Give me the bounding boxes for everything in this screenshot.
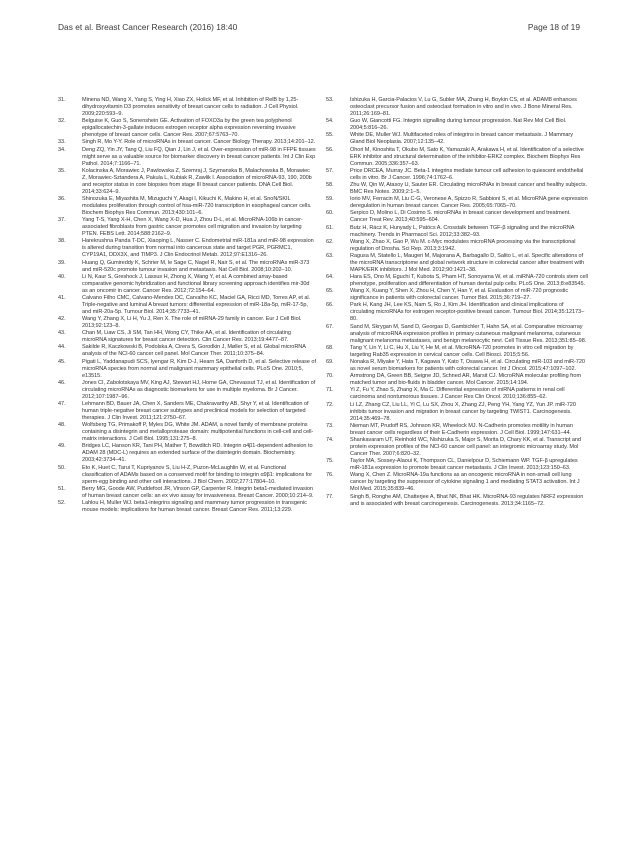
reference-item (326, 359, 588, 373)
reference-number: 70. (326, 373, 334, 380)
reference-number: 59. (326, 196, 334, 203)
reference-item (58, 380, 316, 401)
reference-item (58, 147, 316, 168)
reference-number: 43. (58, 330, 66, 337)
reference-text: Guo W, Giancotti FG. Integrin signalling during tumour progression. Nat Rev Mol Cell Biol. 2004;5:816–26. (350, 118, 567, 132)
reference-item (58, 500, 316, 514)
reference-item (58, 97, 316, 118)
reference-item (326, 387, 588, 401)
reference-text: Sand M, Skrygan M, Sand D, Georgas D, Gambichler T, Hahn SA, et al. Comparative microarray analysis of microRNA expression profiles in primary cutaneous malignant melanoma, cutaneous malignant melanoma metastases, and benign melanocytic nevi. Cell Tissue Res. 2013;351:85–98. (350, 323, 587, 344)
reference-item (326, 168, 588, 182)
reference-text: Chan M, Liaw CS, Ji SM, Tan HH, Wong CY, Thike AA, et al. Identification of circulating microRNA signatures for breast cancer detection. Clin Cancer Res. 2013;19:4477–87. (82, 330, 291, 344)
reference-text: Tang Y, Lin Y, Li C, Hu X, Liu Y, He M, et al. MicroRNA-720 promotes in vitro cell migration by targeting Rab35 expression in cervical cancer cells. Cell Biosci. 2015;5:56. (350, 344, 574, 358)
reference-number: 68. (326, 344, 334, 351)
reference-number: 69. (326, 359, 334, 365)
reference-number: 32. (58, 118, 66, 125)
reference-text: Calvano Filho CMC, Calvano-Mendes DC, Carvalho KC, Maciel GA, Ricci MD, Torres AP, et al. Triple-negative and luminal A breast tumors: differential expression of miR-18a-5p, miR-17-5p, and miR-20a-5p. Tumour Biol. 2014;35:7733–41. (82, 294, 311, 315)
reference-number: 53. (326, 97, 334, 103)
reference-number: 31. (58, 97, 66, 103)
reference-item (326, 182, 588, 196)
reference-text: Iorio MV, Ferracin M, Liu C-G, Veronese A, Spizzo R, Sabbioni S, et al. MicroRNA gene expression deregulation in human breast cancer. Cancer Res. 2005;65:7065–70. (350, 196, 588, 210)
reference-text: Wang X, Zhao X, Gao P, Wu M. c-Myc modulates microRNA processing via the transcriptional regulation of Drosha. Sci Rep. 2013;3:1942. (350, 238, 576, 252)
reference-number: 42. (58, 316, 66, 323)
reference-item (326, 373, 588, 387)
reference-text: Lahlou H, Muller WJ. beta1-integrins signaling and mammary tumor progression in transgenic mouse models: implications for human breast cancer. Breast Cancer Res. 2011;13:229. (82, 499, 307, 513)
reference-item (58, 486, 316, 500)
reference-number: 62. (326, 238, 334, 245)
reference-item (58, 168, 316, 196)
reference-item (326, 345, 588, 359)
reference-text: Serpico D, Molino L, Di Cosimo S. microRNAs in breast cancer development and treatment. Cancer Treat Rev. 2013;40:595–604. (350, 210, 571, 224)
reference-number: 45. (58, 358, 66, 365)
reference-number: 73. (326, 422, 334, 429)
reference-item (326, 324, 588, 345)
reference-text: Wang X, Kuang Y, Shen X, Zhou H, Chen Y, Han Y, et al. Evaluation of miR-720 prognostic significance in patients with colorectal cancer. Tumor Biol. 2015;36:719–27. (350, 288, 569, 302)
reference-item (326, 225, 588, 239)
reference-text: Deng ZQ, Yin JY, Tang Q, Liu FQ, Qian J, Lin J, et al. Over-expression of miR-98 in FFPE tissues might serve as a valuable source for biomarker discovery in breast cancer patients. Int J Clin Exp Pathol. 2014;7:1166–71. (82, 146, 316, 167)
reference-text: Yang T-S, Yang X-H, Chen X, Wang X-D, Hua J, Zhou D-L, et al. MicroRNA-106b in cancer-associated fibroblasts from gastric cancer promotes cell migration and invasion by targeting PTEN. FEBS Lett. 2014;588:2162–9. (82, 217, 303, 238)
reference-text: Wang X, Chen Z. MicroRNA-19a functions as an oncogenic microRNA in non-small cell lung cancer by targeting the suppressor of cytokine signaling 1 and mediating STAT3 activation. Int J Mol Med. 2015;35:839–46. (350, 472, 580, 493)
reference-item (326, 239, 588, 253)
reference-item (326, 494, 588, 508)
reference-number: 77. (326, 493, 334, 500)
reference-item (326, 274, 588, 288)
reference-item (58, 330, 316, 344)
reference-text: White DE, Muller WJ. Multifaceted roles of integrins in breast cancer metastasis. J Mammary Gland Biol Neoplasia. 2007;12:135–42. (350, 132, 573, 146)
reference-number: 40. (58, 273, 66, 280)
reference-text: Li LZ, Zhang CZ, Liu LL, Yi C, Lu SX, Zhou X, Zhang ZJ, Peng YH, Yang YZ, Yun JP. miR-720 inhibits tumor invasion and migration in breast cancer by targeting TWIST1. Carcinogenesis. 2014;35:469–78. (350, 401, 576, 422)
reference-number: 49. (58, 443, 66, 450)
reference-number: 75. (326, 458, 334, 465)
page-number: Page 18 of 19 (527, 22, 580, 32)
reference-text: Ragusa M, Statello L, Maugeri M, Majorana A, Barbagallo D, Salito L, et al. Specific alterations of the microRNA transcriptome and global network structure in colorectal cancer after treatment with MAPK/ERK inhibitors. J Mol Med. 2012;90:1421–38. (350, 252, 585, 273)
reference-number: 48. (58, 422, 66, 429)
reference-number: 76. (326, 472, 334, 479)
reference-number: 47. (58, 401, 66, 407)
reference-item (58, 217, 316, 238)
reference-item (326, 147, 588, 168)
reference-item (326, 437, 588, 458)
reference-item (58, 238, 316, 259)
reference-item (58, 274, 316, 295)
reference-number: 46. (58, 379, 66, 386)
reference-text: Minena ND, Wang X, Yang S, Ying H, Xiao ZX, Holick MF, et al. Inhibition of RelB by 1,25-dihydroxyvitamin D3 promotes sensitivity of breast cancer cells to radiation. J Cell Physiol. 2009;220:593–9. (82, 97, 299, 117)
reference-item (58, 465, 316, 486)
running-head-citation: Das et al. Breast Cancer Research (2016) 18:40 (58, 22, 238, 32)
reference-text: Lehmann BD, Bauer JA, Chen X, Sanders ME, Chakravarthy AB, Shyr Y, et al. Identification of human triple-negative breast cancer subtypes and preclinical models for selection of targeted therapies. J Clin Invest. 2011;121:2750–67. (82, 401, 309, 421)
reference-number: 35. (58, 167, 66, 174)
reference-text: Park H, Kang JH, Lee KS, Nam S, Ro J, Kim JH. Identification and clinical implications of circulating microRNAs for estrogen receptor-positive breast cancer. Tumour Biol. 2014;35:12173–80. (350, 302, 585, 323)
reference-text: Yi Z, Fu Y, Zhao S, Zhang X, Ma C. Differential expression of miRNA patterns in renal cell carcinoma and nontumorous tissues. J Cancer Res Clin Oncol. 2010;136:855–62. (350, 387, 565, 401)
reference-text: Wang Y, Zhang X, Li H, Yu J, Ren X. The role of miRNA-29 family in cancer. Eur J Cell Biol. 2013;92:123–8. (82, 316, 302, 330)
reference-text: Armstrong DA, Green BB, Seigne JD, Schned AR, Marsit CJ. MicroRNA molecular profiling from matched tumor and bio-fluids in bladder cancer. Mol Cancer. 2015;14:194. (350, 373, 582, 387)
reference-item (326, 210, 588, 224)
reference-column-left (58, 97, 316, 514)
reference-item (58, 422, 316, 443)
reference-number: 50. (58, 464, 66, 471)
reference-item (326, 402, 588, 423)
reference-item (58, 443, 316, 464)
reference-text: Nonaka R, Miyake Y, Hata T, Kagawa Y, Kato T, Osawa H, et al. Circulating miR-103 and miR-720 as novel serum biomarkers for patients with colorectal cancer. Int J Oncol. 2015;47:1097–102. (350, 359, 585, 372)
reference-item (58, 196, 316, 217)
reference-text: Shinozuka E, Miyashita M, Mizuguchi Y, Akagi I, Kikuchi K, Makino H, et al. SnoN/SKIL modulates proliferation through control of hsa-miR-720 transcription in esophageal cancer cells. Biochem Biophys Res Commun. 2013;430:101–6. (82, 195, 312, 216)
reference-list-right (326, 97, 588, 508)
reference-item (326, 302, 588, 323)
reference-list-left (58, 97, 316, 514)
reference-item (58, 295, 316, 316)
reference-number: 55. (326, 132, 334, 139)
reference-number: 39. (58, 259, 66, 266)
reference-text: Ohori M, Kinoshita T, Okubo M, Sato K, Yamazaki A, Arakawa H, et al. Identification of a selective ERK inhibitor and structural determination of the inhibitor-ERK2 complex. Biochem Biophys Res Commun. 2005;336:357–63. (350, 146, 584, 167)
reference-text: Harekrushna Panda T-DC, Xiaoping L, Nasser C. Endometrial miR-181a and miR-98 expression is altered during transition from normal into cancerous state and target PGR, PGRMC1, CYP19A1, DDX3X, and TIMP3. J Clin Endocrinol Metab. 2012;97:E1316–26. (82, 238, 314, 259)
reference-number: 72. (326, 401, 334, 408)
reference-text: Eto K, Huet C, Tarui T, Kupriyanov S, Liu H-Z, Puzon-McLaughlin W, et al. Functional classification of ADAMs based on a conserved motif for binding to integrin α9β1: implications for sperm-egg binding and other cell interactions. J Biol Chem. 2002;277:17804–10. (82, 464, 313, 485)
reference-number: 56. (326, 146, 334, 153)
reference-text: Berry MG, Goode AW, Puddefoot JR, Vinson GP, Carpenter R. Integrin beta1-mediated invasion of human breast cancer cells: an ex vivo assay for invasiveness. Breast Cancer. 2000;10:214–9. (82, 485, 314, 499)
reference-item (326, 423, 588, 437)
reference-number: 64. (326, 274, 334, 281)
reference-text: Ishizuka H, Garcia-Palacios V, Lu G, Subler MA, Zhang H, Boykin CS, et al. ADAM8 enhances osteoclast precursor fusion and osteoclast formation in vitro and in vivo. J Bone Mineral Res. 2011;26:169–81. (350, 97, 577, 117)
reference-number: 36. (58, 195, 66, 202)
reference-text: Li N, Kaur S, Greshock J, Lassus H, Zhong X, Wang Y, et al. A combined array-based comparative genomic hybridization and functional library screening approach identifies mir-30d as an oncomir in cancer. Cancer Res. 2012;72:154–64. (82, 273, 310, 294)
reference-text: Nieman MT, Prudoff RS, Johnson KR, Wheelock MJ. N-Cadherin promotes motility in human breast cancer cells regardless of their E-Cadherin expression. J Cell Biol. 1999;147:631–44. (350, 422, 573, 436)
reference-text: Butz H, Rácz K, Hunyady L, Patócs A. Crosstalk between TGF-β signaling and the microRNA machinery. Trends in Pharmacol Sci. 2012;33:382–93. (350, 224, 575, 238)
running-head (58, 22, 580, 36)
reference-text: Shankavaram UT, Reinhold WC, Nishizuka S, Major S, Morita D, Chary KK, et al. Transcript and protein expression profiles of the NCI-60 cancer cell panel: an integromic microarray study. Mol Cancer Ther. 2007;6:820–32. (350, 436, 581, 457)
reference-number: 52. (58, 499, 66, 506)
reference-text: Huang Q, Gumireddy K, Schrier M, le Sage C, Nagel R, Nair S, et al. The microRNAs miR-373 and miR-520c promote tumour invasion and metastasis. Nat Cell Biol. 2008;10:202–10. (82, 259, 310, 273)
reference-text: Wolfsberg TG, Primakoff P, Myles DG, White JM. ADAM, a novel family of membrane proteins containing a disintegrin and metalloprotease domain: multipotential functions in cell-cell and cell-matrix interactions. J Cell Biol. 1995;131:275–8. (82, 422, 314, 443)
reference-text: Taylor MA, Sossey-Alaoui K, Thompson CL, Danielpour D, Schiemann WP. TGF-β upregulates miR-181a expression to promote breast cancer metastasis. J Clin Invest. 2013;123:150–63. (350, 458, 578, 472)
reference-text: Singh R, Mo Y-Y. Role of microRNAs in breast cancer. Cancer Biology Therapy. 2013;14:201–12. (82, 139, 316, 146)
reference-number: 63. (326, 252, 334, 259)
reference-text: Belguise K, Guo S, Sonenshein GE. Activation of FOXO3a by the green tea polyphenol epigallocatechin-3-gallate induces estrogen receptor alpha expression reversing invasive phenotype of breast cancer cells. Cancer Res. 2007;67:5763–70. (82, 118, 296, 139)
reference-number: 65. (326, 288, 334, 295)
reference-item (58, 139, 316, 146)
reference-item (326, 253, 588, 274)
reference-item (58, 401, 316, 422)
reference-number: 38. (58, 238, 66, 245)
reference-number: 44. (58, 344, 66, 351)
reference-item (58, 118, 316, 139)
reference-number: 74. (326, 436, 334, 443)
reference-number: 66. (326, 302, 334, 309)
reference-number: 58. (326, 181, 334, 188)
reference-number: 54. (326, 118, 334, 125)
reference-number: 33. (58, 139, 66, 146)
reference-number: 51. (58, 485, 66, 492)
reference-item (58, 260, 316, 274)
reference-item (58, 344, 316, 358)
reference-number: 67. (326, 323, 334, 330)
reference-item (326, 472, 588, 493)
reference-item (326, 196, 588, 210)
reference-item (58, 359, 316, 380)
reference-column-right (326, 97, 588, 508)
reference-item (326, 458, 588, 472)
reference-number: 71. (326, 387, 334, 394)
reference-text: Pigati L, Yaddanapudi SCS, Iyengar R, Kim D-J, Hearn SA, Danforth D, et al. Selective release of microRNA species from normal and malignant mammary epithelial cells. PLoS One. 2010;5, e13515. (82, 358, 316, 379)
reference-text: Sakilde R, Kaczkowski B, Podolska A, Cirera S, Gorodkin J, Møller S, et al. Global microRNA analysis of the NCI-60 cancer cell panel. Mol Cancer Ther. 2011;10:375–84. (82, 344, 306, 358)
reference-item (326, 118, 588, 132)
reference-text: Hara ES, Ono M, Eguchi T, Kubota S, Pham HT, Sonoyama W, et al. miRNA-720 controls stem cell phenotype, proliferation and differentiation of human dental pulp cells. PLoS One. 2013;8:e83545. (350, 274, 588, 288)
reference-item (58, 316, 316, 330)
reference-text: Singh B, Ronghe AM, Chatterjee A, Bhat NK, Bhat HK. MicroRNA-93 regulates NRF2 expression and is associated with breast carcinogenesis. Carcinogenesis. 2013;34:1165–72. (350, 493, 584, 507)
reference-number: 60. (326, 210, 334, 217)
reference-number: 37. (58, 217, 66, 224)
reference-item (326, 132, 588, 146)
reference-number: 41. (58, 294, 66, 301)
reference-text: Kolacinska A, Morawiec J, Pawlowska Z, Szemraj J, Szymanska B, Malachowska B, Morawiec Z, Morawiec-Sztandera A, Pakula L, Kubiak R, Zawlik I. Association of microRNA-93, 190, 200b and receptor status in core biopsies from stage III breast cancer patients. DNA Cell Biol. 2014;33:624–9. (82, 167, 312, 195)
reference-item (326, 97, 588, 118)
reference-item (326, 288, 588, 302)
reference-number: 57. (326, 167, 334, 174)
reference-text: Price DRCEA, Murray JC. Beta-1 integrins mediate tumour cell adhesion to quiescent endothelial cells in vitro. Br J Cancer. 1996;74:1762–6. (350, 167, 584, 181)
reference-number: 34. (58, 146, 66, 153)
reference-text: Zhu W, Qin W, Atasoy U, Sauter ER. Circulating microRNAs in breast cancer and healthy subjects. BMC Res Notes. 2009;2:1–5. (350, 181, 587, 195)
reference-text: Jones CI, Zabolotskaya MV, King AJ, Stewart HJ, Horne GA, Chevassut TJ, et al. Identification of circulating microRNAs as diagnostic biomarkers for use in multiple myeloma. Br J Cancer. 2012;107:1987–96. (82, 379, 316, 400)
reference-text: Bridges LC, Hanson KR, Tani PH, Mather T, Bowditch RD. Integrin α4β1-dependent adhesion to ADAM 28 (MDC-L) requires an extended surface of the disintegrin domain. Biochemistry. 2003;42:3734–41. (82, 443, 313, 464)
reference-number: 61. (326, 224, 334, 231)
